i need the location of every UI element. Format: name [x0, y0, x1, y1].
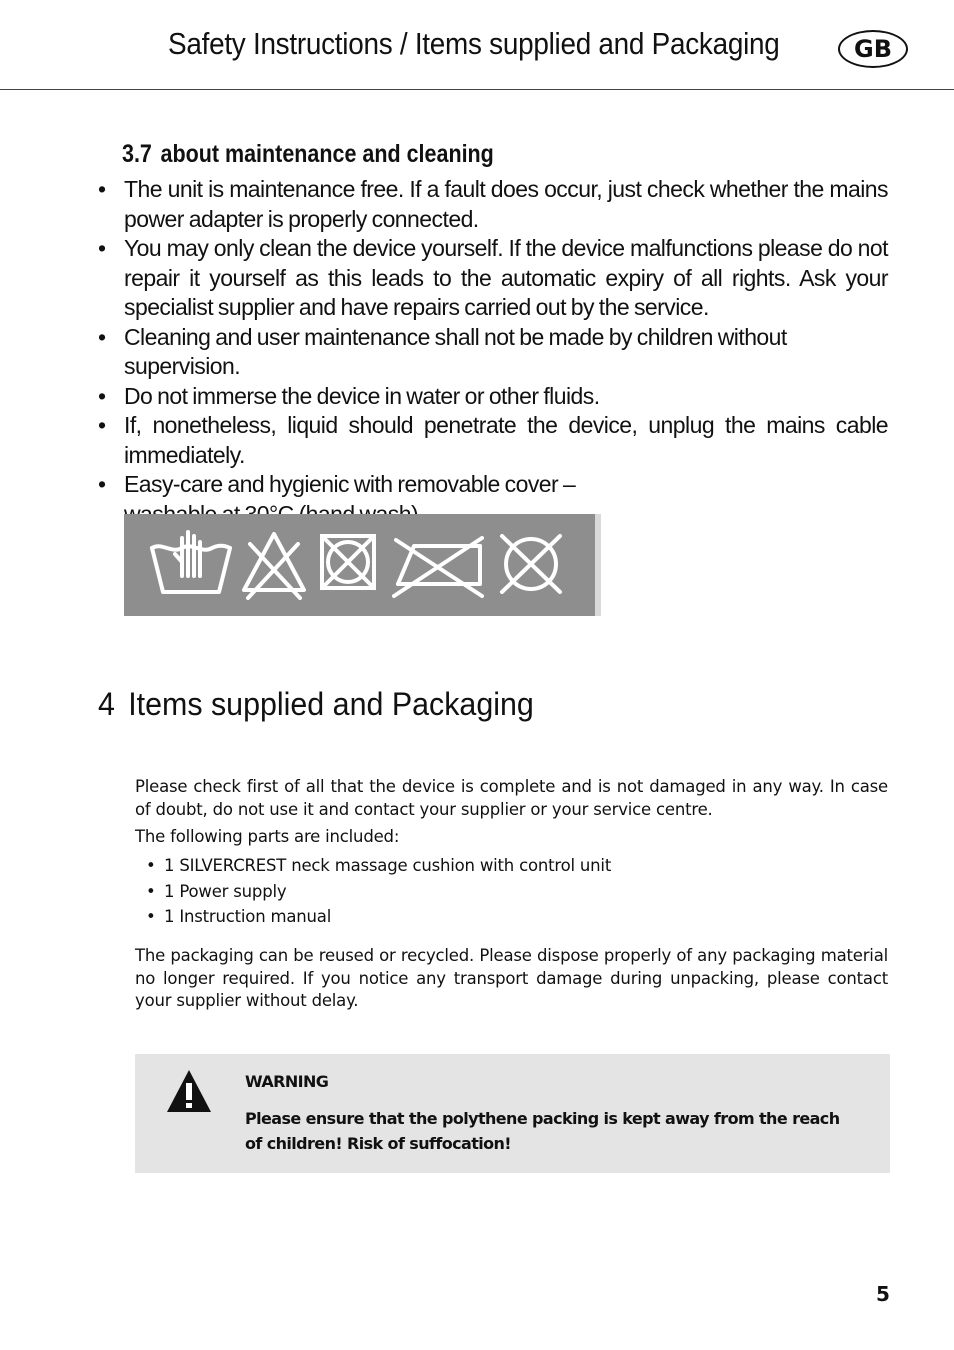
section-number: 4 [98, 686, 115, 722]
list-item-line: Easy-care and hygienic with removable cover – [124, 471, 576, 497]
country-badge: GB [838, 30, 908, 68]
care-symbols-panel [124, 514, 601, 616]
parts-list [146, 855, 611, 932]
section-title: Items supplied and Packaging [128, 686, 534, 722]
section-3-7-heading [122, 140, 494, 169]
warning-triangle-icon [165, 1068, 213, 1114]
list-item: • You may only clean the device yourself. If the device malfunctions please do not repair it yourself as this leads to the automatic expiry of all rights. Ask your specialist supplier and have repairs carried out by the service. [98, 234, 888, 323]
do-not-bleach-icon [240, 528, 308, 600]
section-4-heading [98, 686, 534, 723]
warning-text: Please ensure that the polythene packing is kept away from the reach of children! Risk of suffocation! [245, 1109, 840, 1153]
do-not-dry-clean-icon [496, 532, 566, 596]
intro-paragraph: Please check first of all that the device is complete and is not damaged in any way. In case of doubt, do not use it and contact your supplier or your service centre. [135, 777, 888, 819]
warning-title: WARNING [245, 1072, 329, 1091]
list-item: • If, nonetheless, liquid should penetrate the device, unplug the mains cable immediately. [98, 411, 888, 470]
list-item: • Cleaning and user maintenance shall not be made by children without supervision. [98, 323, 888, 382]
section-number: 3.7 [122, 140, 152, 168]
page-number: 5 [876, 1282, 890, 1306]
list-item: • 1 SILVERCREST neck massage cushion with control unit [146, 855, 611, 881]
hand-wash-icon [148, 526, 234, 600]
list-item: • The unit is maintenance free. If a fault does occur, just check whether the mains power adapter is properly connected. [98, 175, 888, 234]
maintenance-bullet-list [98, 175, 888, 529]
do-not-iron-icon [390, 534, 486, 600]
page-header-title: Safety Instructions / Items supplied and Packaging [168, 26, 780, 61]
parts-label: The following parts are included: [135, 827, 400, 846]
list-item: • 1 Power supply [146, 881, 611, 907]
do-not-tumble-dry-icon [318, 532, 378, 592]
list-item: • Do not immerse the device in water or other fluids. [98, 382, 888, 412]
packaging-paragraph: The packaging can be reused or recycled. Please dispose properly of any packaging material no longer required. If you notice any transport damage during unpacking, please contact your supplier without delay. [135, 946, 888, 1010]
list-item: • 1 Instruction manual [146, 906, 611, 932]
header-divider [0, 89, 954, 90]
section-title: about maintenance and cleaning [160, 140, 494, 168]
warning-box [135, 1054, 890, 1173]
